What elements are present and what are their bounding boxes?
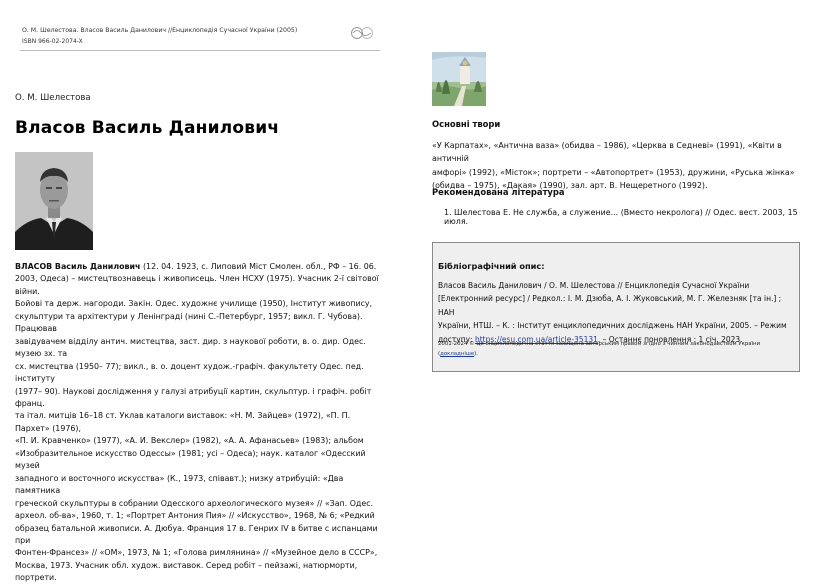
bib-line: [Електронний ресурс] / Редкол.: І. М. Дзюба, А. І. Жуковський, М. Г. Железняк [та ін.] ; НАН [438, 294, 782, 317]
works-line: «У Карпатах», «Антична ваза» (обидва – 1986), «Церква в Седневі» (1991), «Квіти в античній [432, 141, 782, 164]
works-line: амфорі» (1992), «Місток»; портрети – «Автопортрет» (1953), дружини, «Руська жінка» [432, 167, 795, 177]
bibliography-text [438, 279, 796, 346]
copyright-paren-open: ( [438, 350, 441, 357]
bio-line: Бойові та держ. нагороди. Закін. Одес. художнє училище (1950), Інститут живопису, [15, 299, 373, 309]
bio-name: ВЛАСОВ Василь Данилович [15, 262, 141, 271]
works-heading: Основні твори [432, 119, 501, 129]
copyright-text: 2001-2024 © Ця енциклопедична стаття захищена авторським правом згідно з чинним законодавством України [438, 341, 761, 347]
biography-text [15, 261, 387, 585]
bio-line: завідувачем відділу антич. мистецтва, заст. дир. з наукової роботи, в. о. дир. Одес. музею зх. та [15, 336, 366, 359]
header-divider [20, 50, 380, 51]
bib-line: України, НТШ. – К. : Інститут енциклопедичних досліджень НАН України, 2005. – Режим [438, 321, 787, 331]
bio-line: та італ. митців 16–18 ст. Уклав каталоги виставок: «Н. М. Зайцев» (1972), «П. П. Пархет» (1976), [15, 411, 351, 433]
artwork-thumbnail[interactable] [432, 52, 486, 106]
bio-line: образец батальной живописи. А. Дюбуа. Франция 17 в. Генрих IV в битве с испанцами при [15, 523, 378, 545]
literature-item: 1. Шелестова Е. Не служба, а служение... (Вместо некролога) // Одес. вест. 2003, 15 июля. [444, 208, 798, 226]
citation-header: О. М. Шелестова. Власов Василь Данилович //Енциклопедія Сучасної України (2005) [22, 27, 298, 34]
bio-line: археол. об-ва», 1960, т. 1; «Портрет Антония Пия» // «Искусство», 1968, № 6; «Редкий [15, 511, 375, 521]
details-link[interactable]: докладніше [440, 350, 475, 357]
works-line: (обидва – 1975), «Дакая» (1990), зал. арт. В. Нещеретного (1992). [432, 180, 708, 190]
article-author: О. М. Шелестова [15, 93, 91, 103]
bio-line: скульптури та архітектури у Ленінграді (нині С.-Петербург, 1957; викл. Г. Чубова). Працював [15, 311, 363, 334]
bio-line: (1977– 90). Наукові дослідження у галузі атрибуції картин, скульптур. і графіч. робіт франц. [15, 386, 372, 408]
article-link[interactable]: https://esu.com.ua/article-35131 [474, 334, 598, 344]
copyright-paren-close: ). [474, 350, 478, 357]
bib-access-prefix: доступу: [438, 334, 475, 344]
bio-line: Фонтен-Франсез» // «ОМ», 1973, № 1; «Голова римлянина» // «Музейное дело в СССР», [15, 548, 378, 558]
bib-access-suffix: . – Останнє поновлення : 1 січ. 2023. [597, 334, 743, 344]
works-text [432, 139, 804, 192]
bibliography-heading: Бібліографічний опис: [438, 261, 545, 271]
bio-line: (12. 04. 1923, с. Липовий Міст Смолен. обл., РФ – 16. 06. [140, 262, 377, 271]
literature-heading: Рекомендована література [432, 187, 565, 197]
bio-line: греческой скульптуры в собрании Одесского археологического музея» // «Зап. Одес. [15, 498, 374, 508]
bio-line: 2003, Одеса) – мистецтвознавець і живописець. Член НСХУ (1975). Учасник 2-ї світової війни. [15, 274, 379, 296]
bio-line: «П. И. Кравченко» (1977), «А. И. Векслер» (1982), «А. А. Афанасьев» (1983); альбом [15, 436, 364, 446]
literature-list [432, 208, 804, 226]
portrait-photo [15, 152, 93, 250]
copyright-notice [438, 340, 796, 359]
page-title: Власов Василь Данилович [15, 118, 280, 138]
bio-line: западного и восточного искусства» (К., 1973, співавт.); низку атрибуцій: «Два памятника [15, 473, 344, 496]
isbn-text: ISBN 966-02-2074-X [22, 38, 83, 45]
bib-line: Власов Василь Данилович / О. М. Шелестова // Енциклопедія Сучасної України [438, 281, 750, 290]
bio-line: «Изобразительное искусство Одессы» (1981; усі – Одеса); наук. каталог «Одесский музей [15, 448, 366, 471]
bio-line: Москва, 1973. Учасник обл. худож. виставок. Серед робіт – пейзажі, натюрморти, портрети. [15, 560, 358, 583]
esu-logo-icon [350, 25, 376, 39]
bio-line: сх. мистецтва (1950– 77); викл., в. о. доцент худож.-графіч. факультету Одес. пед. інституту [15, 361, 364, 384]
